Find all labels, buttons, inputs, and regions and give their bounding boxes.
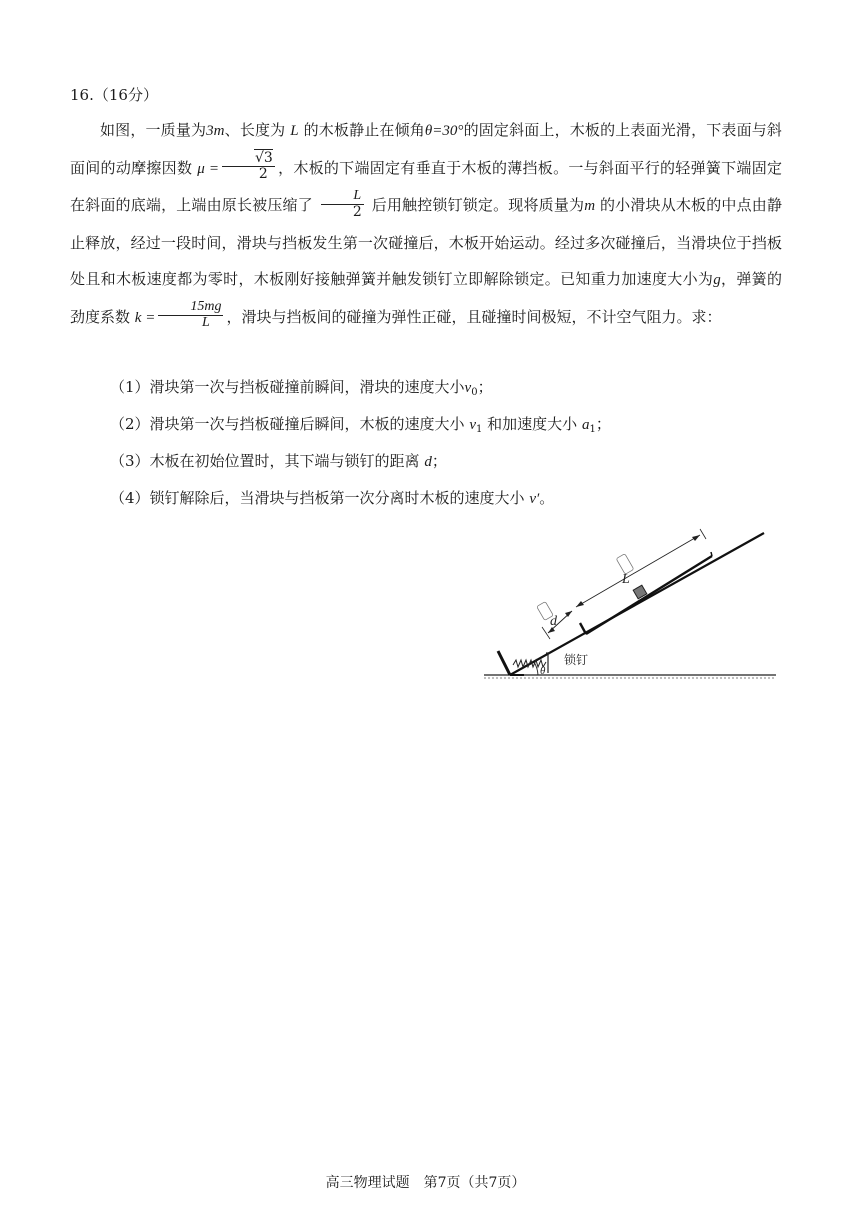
variable-d: d [424,454,432,470]
subquestion-1 [110,376,493,398]
pin-label: 锁钉 [564,653,589,667]
punctuation: ； [595,415,611,433]
k-numerator: 15mg [158,300,223,316]
stem-text: 后用触控锁钉锁定。现将质量为 [371,196,585,214]
mu-symbol: μ = [197,160,219,177]
mu-denominator: 2 [258,166,268,182]
stem-text: 的小滑块从木板的中点由静止释放，经过一段时间，滑块与挡板发生第一次碰撞后，木板开始运动。经过多次碰撞后，当滑块位于挡板处且和木板速度都为零时，木板刚好接触弹簧并触发锁钉立即解除锁定。已知重力加速度大小为 [70,196,782,288]
gravity-symbol: g [713,272,721,288]
question-number: 16.（16分） [70,86,158,104]
variable-a: a [581,417,590,433]
block-mass: m [584,198,596,214]
compression-numerator: L [321,189,364,205]
variable-v: v [469,417,476,433]
subscript: 1 [476,424,483,435]
punctuation: ； [477,378,493,396]
subquestion-text: （4）锁钉解除后，当滑块与挡板第一次分离时木板的速度大小 [110,489,525,507]
k-denominator: L [201,315,210,330]
incline-figure [480,525,780,685]
incline-angle: θ=30° [424,123,464,139]
ground [484,675,776,678]
distance-label: d [550,614,557,629]
variable-v: v [464,380,472,396]
theta-label: θ [540,665,546,677]
subquestion-2 [110,413,611,435]
board-length: L [290,123,299,139]
subscript: 0 [471,387,478,398]
stem-text: ，弹簧的劲度系数 [70,270,782,326]
subscript: 1 [589,424,596,435]
locking-pin [546,653,550,673]
length-label: L [622,572,630,587]
subquestion-text: （3）木板在初始位置时，其下端与锁钉的距离 [110,452,420,470]
punctuation: 。 [539,489,555,507]
stem-text: 如图，一质量为 [100,121,207,139]
punctuation: ； [431,452,447,470]
stem-text: 的木板静止在倾角 [303,121,425,139]
compression-denominator: 2 [352,203,362,220]
k-symbol: k = [134,309,156,326]
stem-text: ，滑块与挡板间的碰撞为弹性正碰，且碰撞时间极短，不计空气阻力。求： [226,307,722,326]
variable-v-prime: v′ [529,491,540,507]
page-footer: 高三物理试题 第7页（共7页） [325,1175,526,1191]
stem-text: 、长度为 [224,121,286,139]
subquestion-3 [110,450,447,471]
stem-text: ，木板的下端固定有垂直于木板的薄挡板。一与斜面平行的轻弹簧下端固定在斜面的底端，上端由原长被压缩了 [70,158,782,214]
question-stem [70,112,782,336]
stem-text: 的固定斜面上，木板的上表面光滑，下表面与斜面间的动摩擦因数 [70,121,782,177]
subquestion-text: （2）滑块第一次与挡板碰撞后瞬间，木板的速度大小 [110,415,465,433]
mu-fraction [222,151,275,181]
k-fraction [158,300,223,330]
mu-numerator: √3 [254,150,273,167]
subquestion-4 [110,487,554,508]
compression-fraction [321,189,364,219]
subquestion-text: 和加速度大小 [487,415,578,433]
subquestion-text: （1）滑块第一次与挡板碰撞前瞬间，滑块的速度大小 [110,378,465,396]
board-mass: 3m [206,123,225,139]
